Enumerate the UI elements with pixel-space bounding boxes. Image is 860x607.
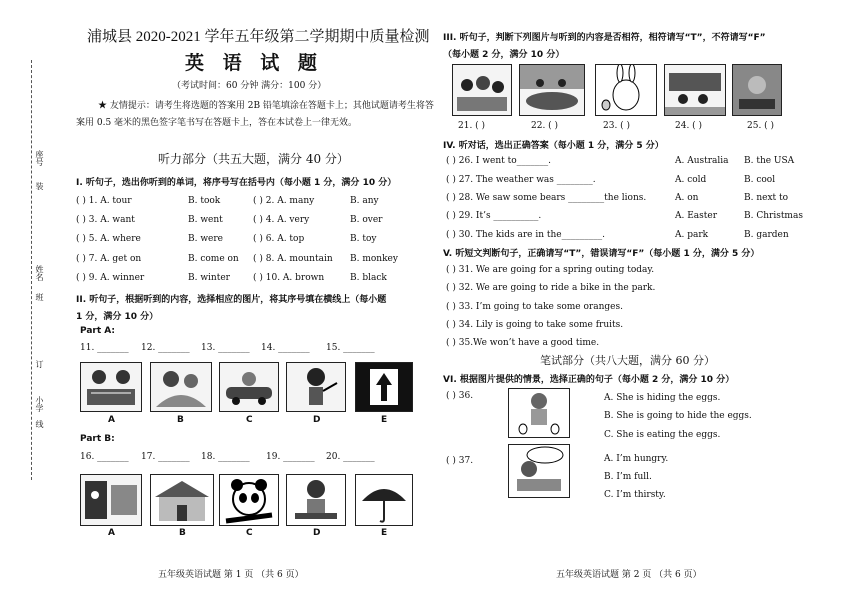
list-item: ( ) 8. A. mountain	[253, 254, 333, 264]
list-item: B. took	[188, 196, 221, 206]
list-item: A. on	[675, 193, 699, 203]
binding-mark-3: 线	[35, 420, 44, 428]
picture-b-a-room	[80, 474, 142, 526]
list-item: A. park	[675, 230, 709, 240]
list-item: ( ) 32. We are going to ride a bike in the park.	[446, 283, 656, 293]
blank-18: 18. _______	[201, 452, 250, 462]
section-4-title: IV. 听对话，选出正确答案（每小题 1 分，满分 5 分）	[443, 141, 664, 151]
picture-b-e-umbrella	[355, 474, 413, 526]
option-36-a: A. She is hiding the eggs.	[604, 393, 721, 403]
list-item: ( ) 35.We won’t have a good time.	[446, 338, 600, 348]
list-item: B. black	[350, 273, 387, 283]
list-item: B. the USA	[744, 156, 795, 166]
list-item: ( ) 26. I went to_______.	[446, 156, 552, 166]
picture-c-car	[219, 362, 279, 412]
listening-header: 听力部分（共五大题，满分 40 分）	[158, 152, 349, 166]
question-36: ( ) 36.	[446, 391, 474, 401]
picture-b-d-girl-writing	[286, 474, 346, 526]
picture-b-b-building	[150, 474, 214, 526]
list-item: ( ) 7. A. get on	[76, 254, 142, 264]
name-label: 姓名	[35, 265, 44, 281]
part-a-letter-b: B	[177, 415, 184, 425]
list-item: B. cool	[744, 175, 776, 185]
blank-11: 11. _______	[80, 343, 129, 353]
part-b-letter-b: B	[179, 528, 186, 538]
list-item: ( ) 34. Lily is going to take some fruits.	[446, 320, 624, 330]
list-item: B. over	[350, 215, 383, 225]
writing-header: 笔试部分（共八大题，满分 60 分）	[540, 354, 715, 367]
right-footer: 五年级英语试题 第 2 页 （共 6 页）	[556, 570, 702, 580]
list-item: A. Australia	[675, 156, 729, 166]
section-1-title: I. 听句子，选出你听到的单词，将序号写在括号内（每小题 1 分，满分 10 分）	[76, 178, 397, 188]
list-item: A. cold	[675, 175, 707, 185]
part-a-label: Part A:	[80, 326, 116, 336]
list-item: B. were	[188, 234, 223, 244]
list-item: ( ) 5. A. where	[76, 234, 141, 244]
list-item: B. toy	[350, 234, 377, 244]
blank-16: 16. _______	[80, 452, 129, 462]
part-a-letter-a: A	[108, 415, 115, 425]
list-item: B. garden	[744, 230, 789, 240]
list-item: B. went	[188, 215, 223, 225]
section-5-title: V. 听短文判断句子，正确请写“T”，错误请写“F”（每小题 1 分，满分 5 分）	[443, 249, 760, 259]
blank-20: 20. _______	[326, 452, 375, 462]
label-25: 25. ( )	[747, 121, 775, 131]
blank-15: 15. _______	[326, 343, 375, 353]
list-item: ( ) 4. A. very	[253, 215, 310, 225]
notice-line-1: ★ 友情提示：请考生将选题的答案用 2B 铅笔填涂在答题卡上；其他试题请考生将答	[98, 101, 434, 111]
section-6-title: VI. 根据图片提供的情景，选择正确的句子（每小题 2 分，满分 10 分）	[443, 375, 735, 385]
notice-line-2: 案用 0.5 毫米的黑色签字笔书写在答题卡上，答在本试卷上一律无效。	[76, 118, 358, 128]
option-37-a: A. I’m hungry.	[604, 454, 669, 464]
option-37-c: C. I’m thirsty.	[604, 490, 666, 500]
exam-title: 浦城县 2020-2021 学年五年级第二学期期中质量检测	[87, 29, 430, 45]
blank-12: 12. _______	[141, 343, 190, 353]
label-23: 23. ( )	[603, 121, 631, 131]
part-a-letter-c: C	[246, 415, 253, 425]
part-b-letter-e: E	[381, 528, 388, 538]
list-item: ( ) 2. A. many	[253, 196, 315, 206]
list-item: ( ) 28. We saw some bears ________the lions.	[446, 193, 647, 203]
list-item: B. next to	[744, 193, 789, 203]
list-item: ( ) 1. A. tour	[76, 196, 132, 206]
part-b-letter-a: A	[108, 528, 115, 538]
list-item: ( ) 30. The kids are in the_________.	[446, 230, 605, 240]
school-label: 小学	[35, 396, 44, 412]
option-37-b: B. I’m full.	[604, 472, 652, 482]
list-item: ( ) 33. I’m going to take some oranges.	[446, 302, 623, 312]
part-b-letter-d: D	[313, 528, 321, 538]
option-36-c: C. She is eating the eggs.	[604, 430, 721, 440]
list-item: A. Easter	[675, 211, 718, 221]
picture-b-c-panda	[219, 474, 279, 526]
left-footer: 五年级英语试题 第 1 页 （共 6 页）	[158, 570, 304, 580]
blank-13: 13. _______	[201, 343, 250, 353]
part-b-letter-c: C	[246, 528, 253, 538]
part-a-letter-d: D	[313, 415, 321, 425]
picture-a-chess	[80, 362, 142, 412]
part-a-letter-e: E	[381, 415, 388, 425]
blank-17: 17. _______	[141, 452, 190, 462]
list-item: B. winter	[188, 273, 230, 283]
exam-info: （考试时间：60 分钟 满分：100 分）	[172, 81, 327, 91]
list-item: ( ) 31. We are going for a spring outing today.	[446, 265, 655, 275]
picture-36-girl-eggs	[508, 388, 570, 438]
list-item: ( ) 29. It’s __________.	[446, 211, 542, 221]
picture-23	[595, 64, 657, 116]
part-b-label: Part B:	[80, 434, 115, 444]
binding-mark-1: 装	[35, 182, 44, 190]
question-37: ( ) 37.	[446, 456, 474, 466]
seat-label: 座号	[35, 150, 44, 166]
option-36-b: B. She is going to hide the eggs.	[604, 411, 752, 421]
section-3-title-1: III. 听句子，判断下列图片与听到的内容是否相符，相符请写“T”，不符请写“F”	[443, 33, 766, 43]
picture-22	[519, 64, 585, 116]
picture-d-girl	[286, 362, 346, 412]
picture-b-playing	[150, 362, 212, 412]
list-item: ( ) 9. A. winner	[76, 273, 145, 283]
blank-14: 14. _______	[261, 343, 310, 353]
picture-25	[732, 64, 782, 116]
binding-dashed-line	[31, 60, 32, 480]
picture-e-arrow-sign	[355, 362, 413, 412]
class-label: 班	[35, 293, 44, 301]
label-21: 21. ( )	[458, 121, 486, 131]
list-item: B. any	[350, 196, 379, 206]
list-item: ( ) 6. A. top	[253, 234, 305, 244]
list-item: ( ) 27. The weather was ________.	[446, 175, 596, 185]
section-2-title-1: II. 听句子，根据听到的内容，选择相应的图片，将其序号填在横线上（每小题	[76, 295, 387, 305]
list-item: ( ) 3. A. want	[76, 215, 135, 225]
picture-21	[452, 64, 512, 116]
section-3-title-2: （每小题 2 分，满分 10 分）	[443, 50, 565, 60]
subject-title: 英 语 试 题	[185, 52, 323, 74]
list-item: B. monkey	[350, 254, 398, 264]
label-24: 24. ( )	[675, 121, 703, 131]
list-item: B. Christmas	[744, 211, 803, 221]
picture-24	[664, 64, 726, 116]
blank-19: 19. _______	[266, 452, 315, 462]
list-item: ( ) 10. A. brown	[253, 273, 325, 283]
label-22: 22. ( )	[531, 121, 559, 131]
list-item: B. come on	[188, 254, 239, 264]
binding-mark-2: 订	[35, 360, 44, 368]
picture-37-boy-food	[508, 444, 570, 498]
section-2-title-2: 1 分，满分 10 分）	[76, 312, 159, 322]
